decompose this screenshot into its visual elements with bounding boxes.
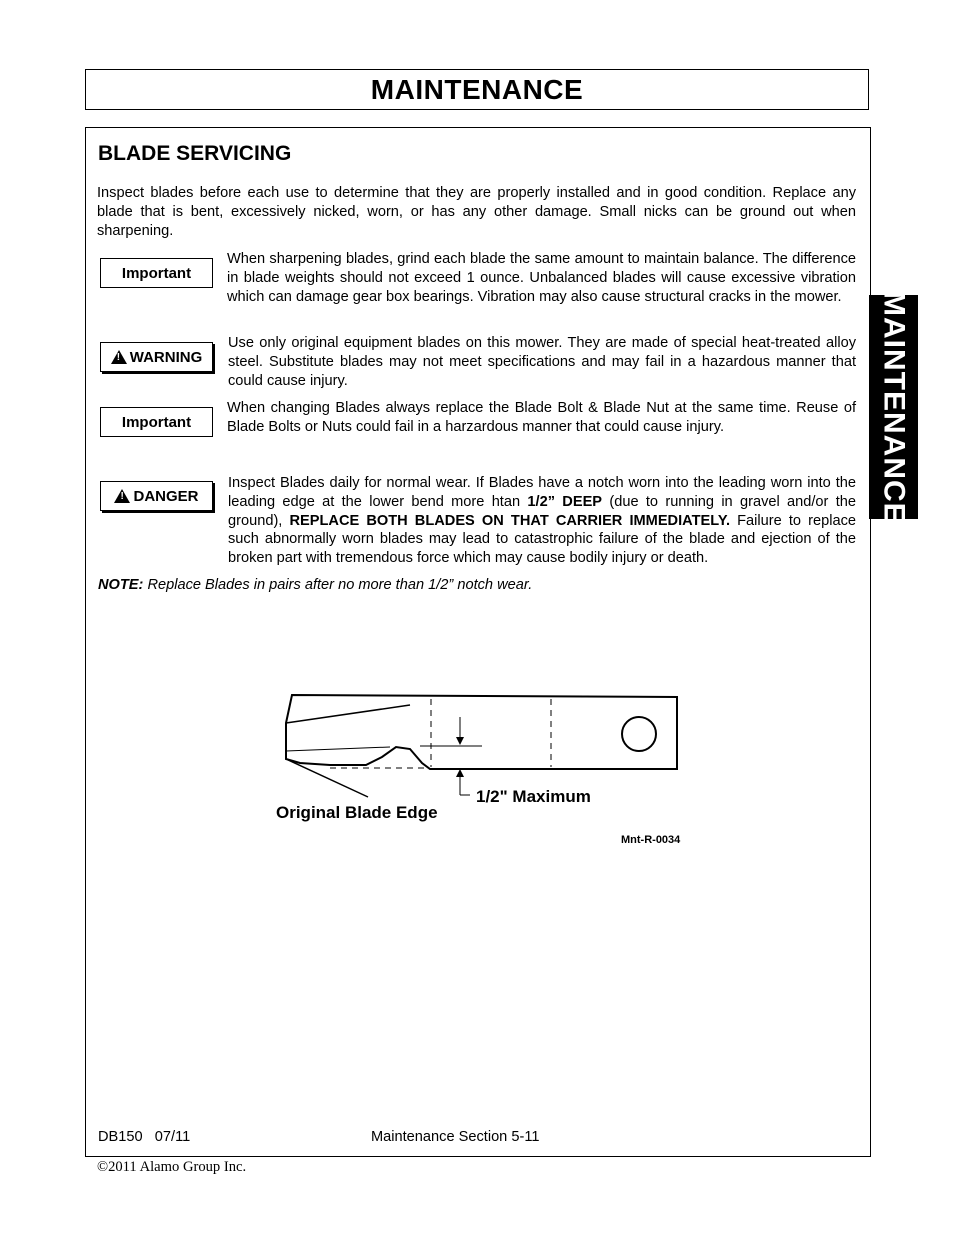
important-text-sharpening: When sharpening blades, grind each blade the same amount to maintain balance. The difference in blade weights should not exceed 1 ounce. Unbalanced blades will cause excessive vibration which can damage gear box bearings. Vibration may also cause structural cracks in the mower. [227, 251, 856, 305]
page-title: MAINTENANCE [370, 73, 584, 105]
arrow-up-icon [456, 769, 464, 777]
warning-label: ! WARNING [100, 342, 213, 372]
blade-wear-diagram [270, 685, 700, 855]
section-title: BLADE SERVICING [98, 142, 292, 165]
warning-triangle-icon [111, 350, 127, 364]
warning-text-original-blades: Use only original equipment blades on this mower. They are made of special heat-treated alloy steel. Substitute blades may not meet specifications and may fail in a hazardous manner that could cause injury. [228, 335, 856, 389]
danger-triangle-icon [114, 489, 130, 503]
note-line: NOTE: Replace Blades in pairs after no more than 1/2” notch wear. [98, 577, 533, 593]
footer-doc-id: DB150 07/11 [98, 1129, 191, 1145]
danger-text-notch-wear: Inspect Blades daily for normal wear. If Blades have a notch worn into the leading worn into the leading edge at the lower bend more htan 1/2” DEEP (due to running in gravel and/or the ground), REPLACE BOTH BLADES ON THAT CARRIER IMMEDIATELY. Failure to replace such abnormally worn blades may lead to catastrophic failure of the blade and ejection of the broken part with tremendous force which may cause bodily injury or death. [228, 475, 856, 567]
copyright: ©2011 Alamo Group Inc. [97, 1159, 247, 1175]
intro-paragraph: Inspect blades before each use to determine that they are properly installed and in good condition. Replace any blade that is bent, excessively nicked, worn, or has any other damage. Small nicks can be ground out when sharpening. [97, 185, 856, 239]
danger-label: ! DANGER [100, 481, 213, 511]
important-text-blade-bolt: When changing Blades always replace the Blade Bolt & Blade Nut at the same time. Reuse of Blade Bolts or Nuts could fail in a harzardous manner that could cause injury. [227, 400, 856, 435]
max-wear-label: 1/2" Maximum [476, 787, 591, 806]
original-edge-label: Original Blade Edge [276, 803, 438, 822]
important-label: Important [100, 407, 213, 437]
page-header [85, 69, 869, 110]
figure-code: Mnt-R-0034 [621, 834, 681, 846]
footer-section: Maintenance Section 5-11 [371, 1129, 540, 1145]
section-side-tab: MAINTENANCE [869, 295, 918, 519]
important-label: Important [100, 258, 213, 288]
arrow-down-icon [456, 737, 464, 745]
